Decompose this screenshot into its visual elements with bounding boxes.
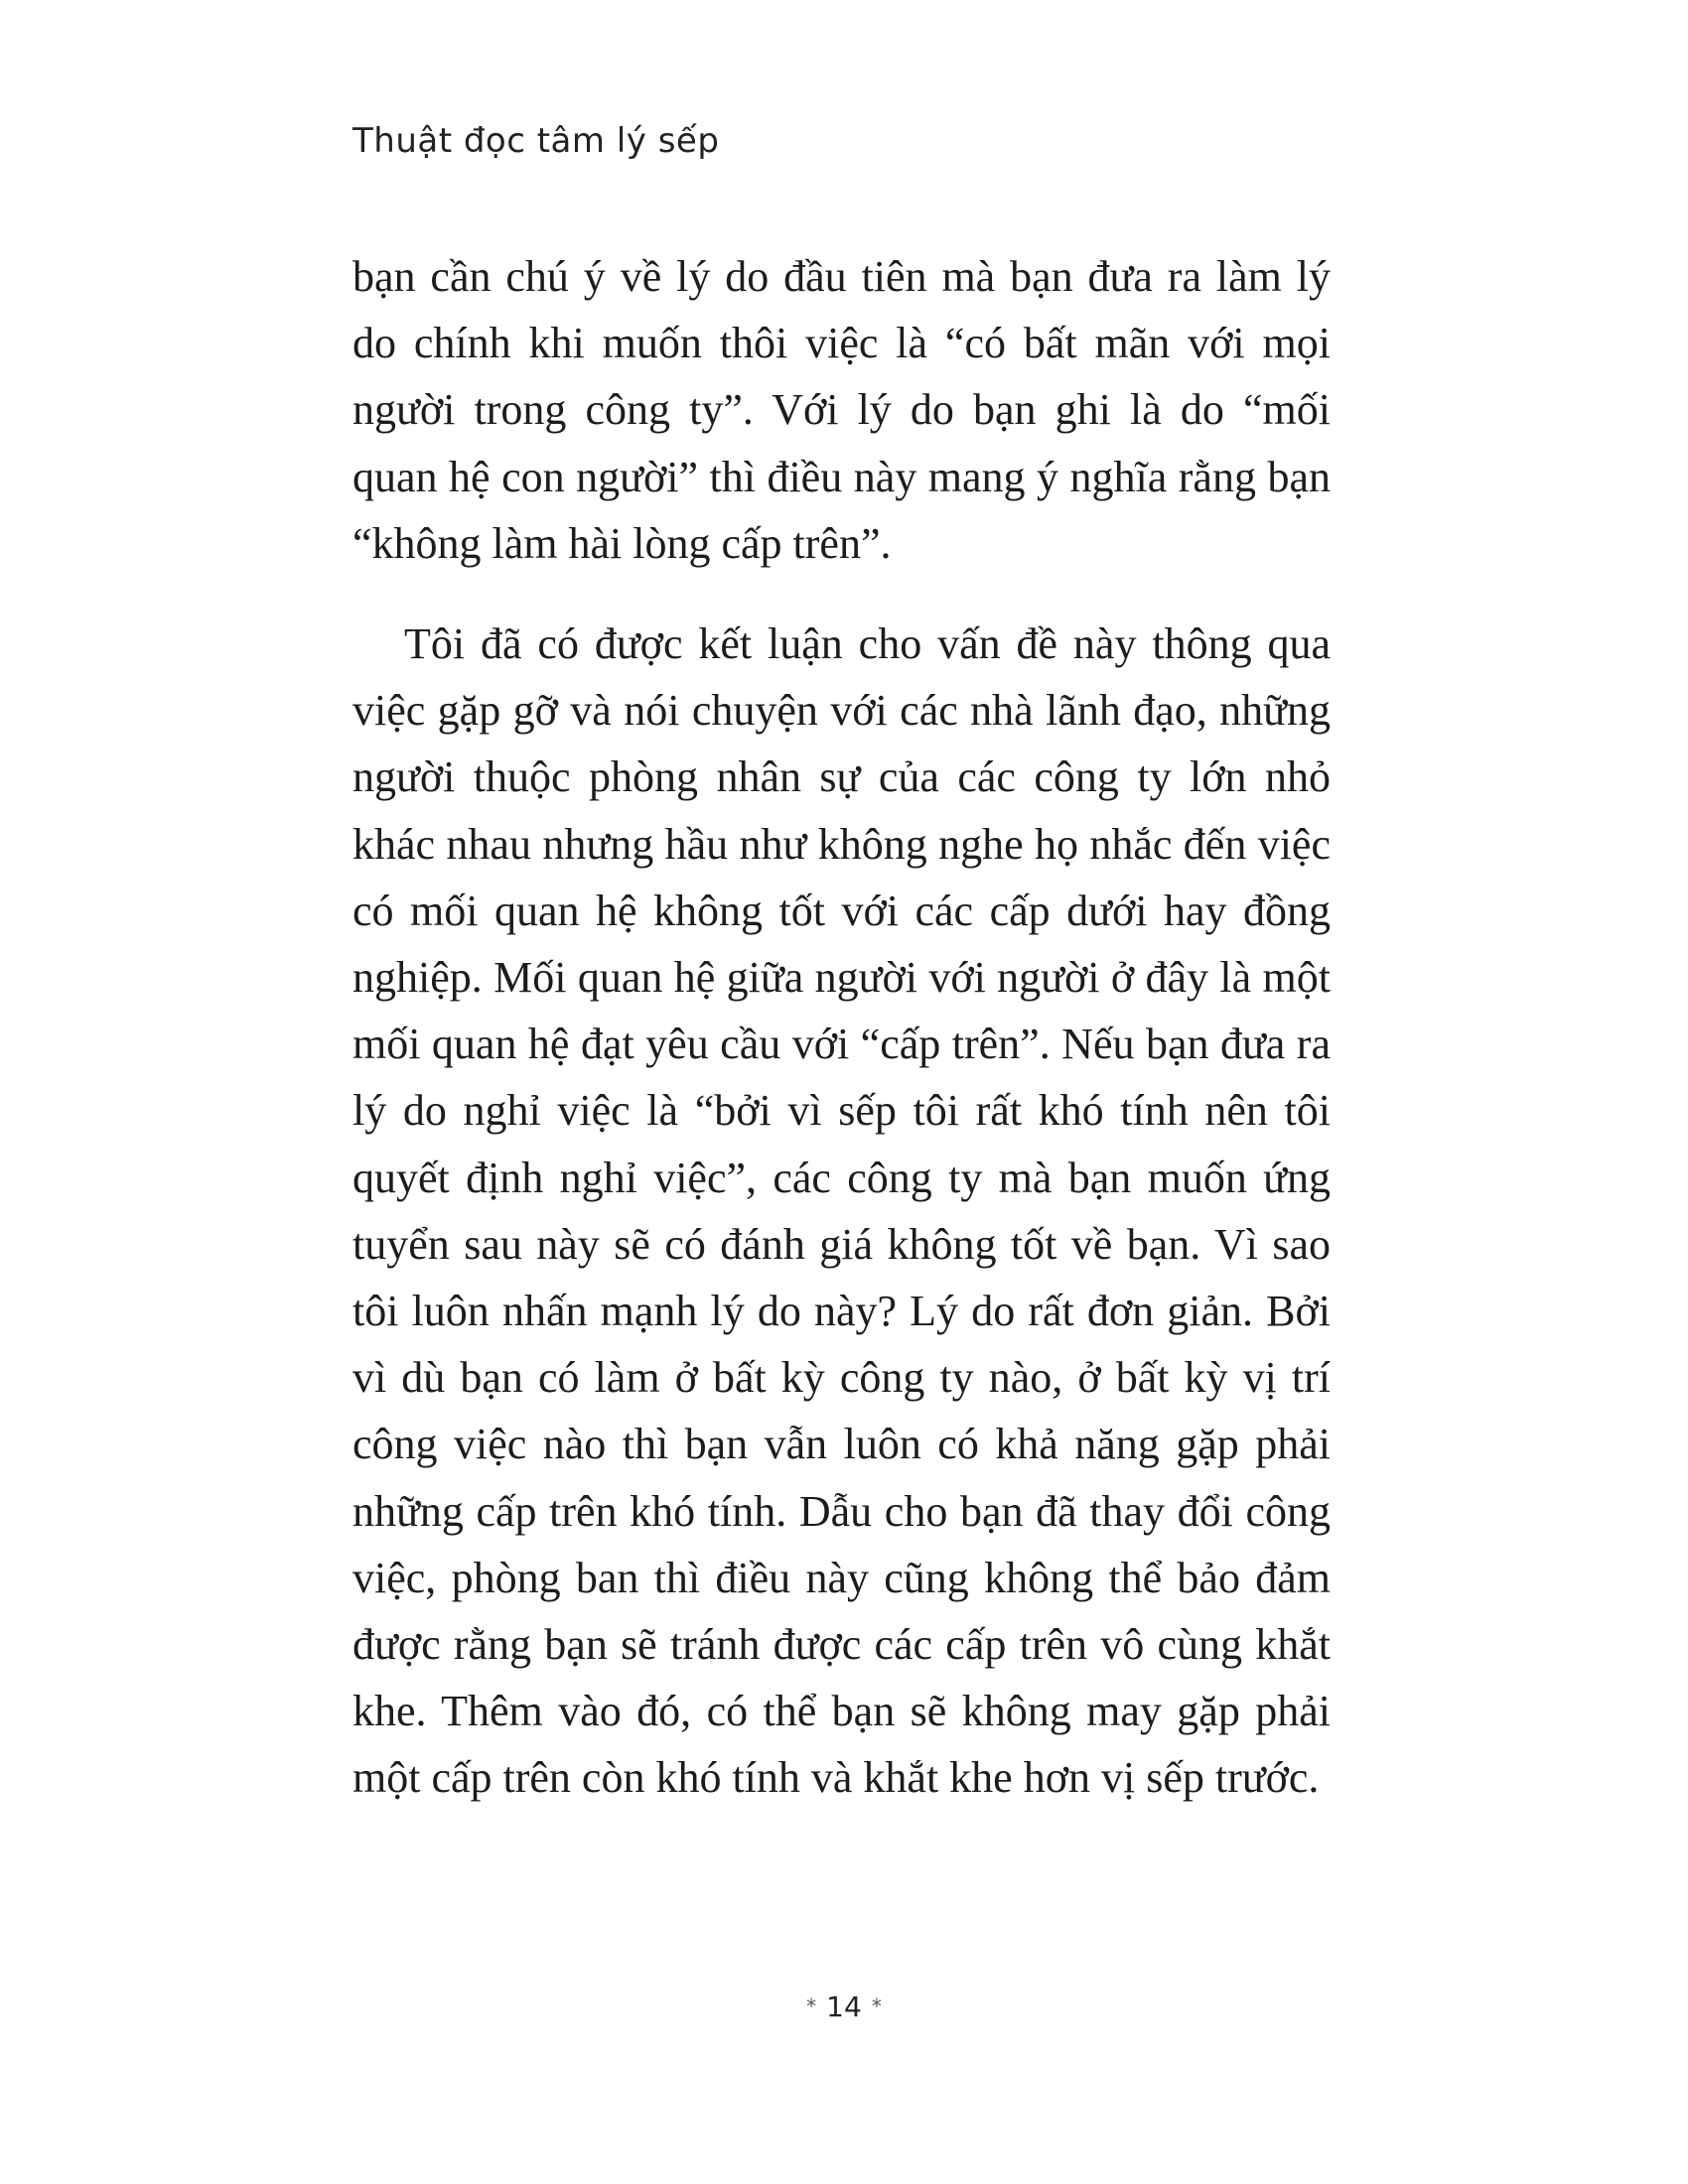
- footer-ornament-right: *: [871, 1994, 882, 2018]
- footer-ornament-left: *: [806, 1994, 817, 2018]
- running-header: Thuật đọc tâm lý sếp: [352, 121, 720, 161]
- page-footer: [0, 1990, 1688, 2023]
- body-text: [352, 243, 1331, 1812]
- page-number: 14: [826, 1990, 862, 2023]
- paragraph-continued: bạn cần chú ý về lý do đầu tiên mà bạn đưa ra làm lý do chính khi muốn thôi việc là “có bất mãn với mọi người trong công ty”. Với lý do bạn ghi là do “mối quan hệ con người” thì điều này mang ý nghĩa rằng bạn “không làm hài lòng cấp trên”.: [352, 252, 1331, 568]
- paragraph: Tôi đã có được kết luận cho vấn đề này thông qua việc gặp gỡ và nói chuyện với các nhà lãnh đạo, những người thuộc phòng nhân sự của các công ty lớn nhỏ khác nhau nhưng hầu như không nghe họ nhắc đến việc có mối quan hệ không tốt với các cấp dưới hay đồng nghiệp. Mối quan hệ giữa người với người ở đây là một mối quan hệ đạt yêu cầu với “cấp trên”. Nếu bạn đưa ra lý do nghỉ việc là “bởi vì sếp tôi rất khó tính nên tôi quyết định nghỉ việc”, các công ty mà bạn muốn ứng tuyển sau này sẽ có đánh giá không tốt về bạn. Vì sao tôi luôn nhấn mạnh lý do này? Lý do rất đơn giản. Bởi vì dù bạn có làm ở bất kỳ công ty nào, ở bất kỳ vị trí công việc nào thì bạn vẫn luôn có khả năng gặp phải những cấp trên khó tính. Dẫu cho bạn đã thay đổi công việc, phòng ban thì điều này cũng không thể bảo đảm được rằng bạn sẽ tránh được các cấp trên vô cùng khắt khe. Thêm vào đó, có thể bạn sẽ không may gặp phải một cấp trên còn khó tính và khắt khe hơn vị sếp trước.: [352, 619, 1331, 1803]
